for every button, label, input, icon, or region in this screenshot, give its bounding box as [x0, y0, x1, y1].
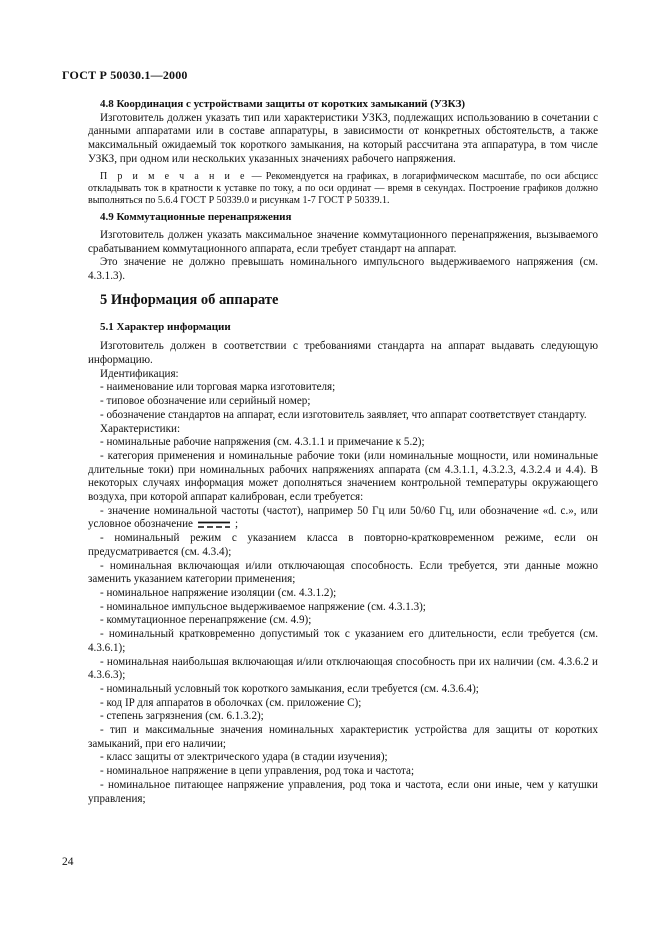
- char-item: - класс защиты от электрического удара (в стадии изучения);: [100, 751, 388, 764]
- section-4-8-text: Изготовитель должен указать тип или характеристики УЗКЗ, подлежащих использованию в сочетании с данными аппаратами или в составе аппаратуры, в зависимости от конкретных обстоятельств, а также максимальный ожидаемый ток короткого замыкания, на который рассчитана эта аппаратура, в том числе УЗКЗ, при одном или нескольких указанных значениях рабочего напряжения.: [88, 111, 598, 165]
- identification-label: Идентификация:: [100, 367, 179, 380]
- section-4-8-note: [88, 171, 598, 208]
- section-5-1-title: 5.1 Характер информации: [100, 320, 231, 333]
- char-item: - коммутационное перенапряжение (см. 4.9);: [100, 614, 312, 627]
- section-4-9-title: 4.9 Коммутационные перенапряжения: [100, 211, 292, 224]
- note-label: П р и м е ч а н и е: [100, 170, 248, 182]
- document-header: ГОСТ Р 50030.1—2000: [62, 68, 188, 82]
- section-4-8-title: 4.8 Координация с устройствами защиты от коротких замыканий (УЗКЗ): [100, 98, 466, 110]
- characteristics-label: Характеристики:: [100, 422, 181, 435]
- char-item: - номинальный условный ток короткого замыкания, если требуется (см. 4.3.6.4);: [100, 682, 479, 695]
- char-item: - тип и максимальные значения номинальных характеристик устройства для защиты от коротких замыканий, при его наличии;: [88, 724, 598, 750]
- ident-item: - типовое обозначение или серийный номер;: [100, 395, 311, 408]
- char-item: - номинальное напряжение в цепи управления, род тока и частота;: [100, 765, 415, 778]
- section-5-title: 5 Информация об аппарате: [100, 291, 279, 308]
- char-item: - номинальное импульсное выдерживаемое напряжение (см. 4.3.1.3);: [100, 600, 426, 613]
- frequency-text: - значение номинальной частоты (частот), например 50 Гц или 50/60 Гц, или обозначение «d. c.», или условное обозначение: [88, 504, 598, 531]
- frequency-text-end: ;: [234, 518, 239, 531]
- page-number: 24: [62, 856, 74, 868]
- char-item: - номинальная наибольшая включающая и/или отключающая способность при их наличии (см. 4.3.6.2 и 4.3.6.3);: [88, 655, 598, 682]
- char-item: - категория применения и номинальные рабочие токи (или номинальные мощности, или номинальные длительные токи) при номинальных рабочих напряжениях аппарата (см 4.3.1.1, 4.3.2.3, 4.3.2.4 и 4.4). В некоторых случаях информация может дополняться значением контрольной температуры окружающего воздуха, при которой аппарат калиброван, если требуется:: [88, 449, 598, 504]
- char-item: - код IP для аппаратов в оболочках (см. приложение С);: [100, 696, 362, 709]
- char-item: - номинальная включающая и/или отключающая способность. Если требуется, эти данные можно заменить указанием категории применения;: [88, 559, 598, 586]
- ident-item: - обозначение стандартов на аппарат, если изготовитель заявляет, что аппарат соответствует стандарту.: [100, 408, 587, 421]
- char-item: - номинальное питающее напряжение управления, род тока и частота, если они иные, чем у катушки управления;: [88, 778, 598, 805]
- note-text: — Рекомендуется на графиках, в логарифмическом масштабе, по оси абсцисс откладывать ток в кратности к уставке по току, а по оси ординат — время в секундах. Построение графиков должно выполняться по 5.6.4 ГОСТ Р 50339.0 и рисункам 1-7 ГОСТ Р 50339.1.: [88, 170, 598, 206]
- char-item: - степень загрязнения (см. 6.1.3.2);: [100, 710, 264, 723]
- char-item-frequency: [88, 505, 598, 532]
- char-item: - номинальный кратковременно допустимый ток с указанием его длительности, если требуется (см. 4.3.6.1);: [88, 628, 598, 654]
- char-item: - номинальное напряжение изоляции (см. 4.3.1.2);: [100, 587, 337, 599]
- dc-symbol-icon: [197, 520, 231, 529]
- document-body: [88, 98, 598, 806]
- char-item: - номинальный режим с указанием класса в повторно-кратковременном режиме, если он предусматривается (см. 4.3.4);: [88, 532, 598, 558]
- section-4-9-text-2: Это значение не должно превышать номинального импульсного выдерживаемого напряжения (см. 4.3.1.3).: [88, 256, 598, 282]
- char-item: - номинальные рабочие напряжения (см. 4.3.1.1 и примечание к 5.2);: [100, 436, 425, 449]
- ident-item: - наименование или торговая марка изготовителя;: [100, 381, 336, 394]
- section-5-1-intro: Изготовитель должен в соответствии с требованиями стандарта на аппарат выдавать следующую информацию.: [88, 340, 598, 367]
- section-4-9-text-1: Изготовитель должен указать максимальное значение коммутационного перенапряжения, вызываемого срабатыванием коммутационного аппарата, если требует стандарт на аппарат.: [88, 228, 598, 255]
